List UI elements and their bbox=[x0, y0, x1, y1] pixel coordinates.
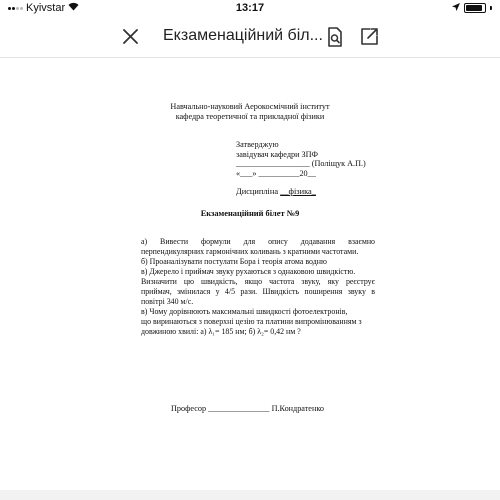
status-time: 13:17 bbox=[235, 2, 265, 14]
question-line: довжиною хвилі: а) λ₁= 185 нм; б) λ₂= 0,42 нм ? bbox=[141, 327, 301, 336]
open-external-icon bbox=[357, 25, 381, 49]
question-line: в) Джерело і приймач звуку рухаються з однаковою швидкістю. bbox=[141, 267, 356, 276]
battery-tip-icon bbox=[490, 6, 492, 10]
department-name: кафедра теоретичної та прикладної фізики bbox=[175, 112, 325, 121]
close-icon bbox=[118, 24, 144, 50]
search-in-document-icon bbox=[323, 25, 347, 49]
approval-line-3: __________________ (Поліщук А.П.) bbox=[236, 159, 366, 168]
ticket-title: Екзаменаційний білет №9 bbox=[200, 209, 300, 218]
status-right bbox=[452, 3, 492, 13]
status-bar bbox=[0, 0, 500, 18]
search-in-document-button[interactable] bbox=[323, 25, 347, 49]
carrier-name: Kyivstar bbox=[26, 2, 66, 14]
question-line: приймач, змінилася у 4/5 рази. Швидкість поширення звуку в bbox=[141, 287, 375, 296]
app-bar bbox=[0, 18, 500, 58]
document-title: Екзаменаційний біл... bbox=[163, 27, 323, 44]
discipline-label: Дисципліна bbox=[236, 187, 279, 196]
question-line: що виринаються з поверхні цезію та платини випромінюванням з bbox=[141, 317, 362, 326]
question-line: в) Чому дорівнюють максимальні швидкості фотоелектронів, bbox=[141, 307, 348, 316]
discipline-value: __фізика_ bbox=[280, 187, 316, 196]
location-arrow-icon bbox=[452, 3, 460, 13]
close-button[interactable] bbox=[118, 24, 144, 50]
signature-line: Професор _______________ П.Кондратенко bbox=[171, 404, 324, 413]
open-external-button[interactable] bbox=[357, 25, 381, 49]
discipline-row bbox=[236, 187, 316, 196]
question-line: перпендикулярних гармонічних коливань з кратними частотами. bbox=[141, 247, 359, 256]
page-bottom-edge bbox=[0, 490, 500, 500]
approval-line-1: Затверджую bbox=[236, 140, 279, 149]
approval-line-4: «___» __________20__ bbox=[236, 169, 316, 178]
question-line: б) Проаналізувати постулати Бора і теорія атома водню bbox=[141, 257, 327, 266]
battery-icon bbox=[464, 3, 486, 13]
approval-line-2: завідувач кафедри ЗПФ bbox=[236, 150, 318, 159]
question-line: а) Вивести формули для опису додавання взаємно bbox=[141, 237, 375, 246]
question-line: Визначити цю швидкість, якщо частота звуку, яку реєструє bbox=[141, 277, 375, 286]
question-line: повітрі 340 м/с. bbox=[141, 297, 194, 306]
institute-name: Навчально-науковий Аерокосмічний інститут bbox=[170, 102, 330, 111]
